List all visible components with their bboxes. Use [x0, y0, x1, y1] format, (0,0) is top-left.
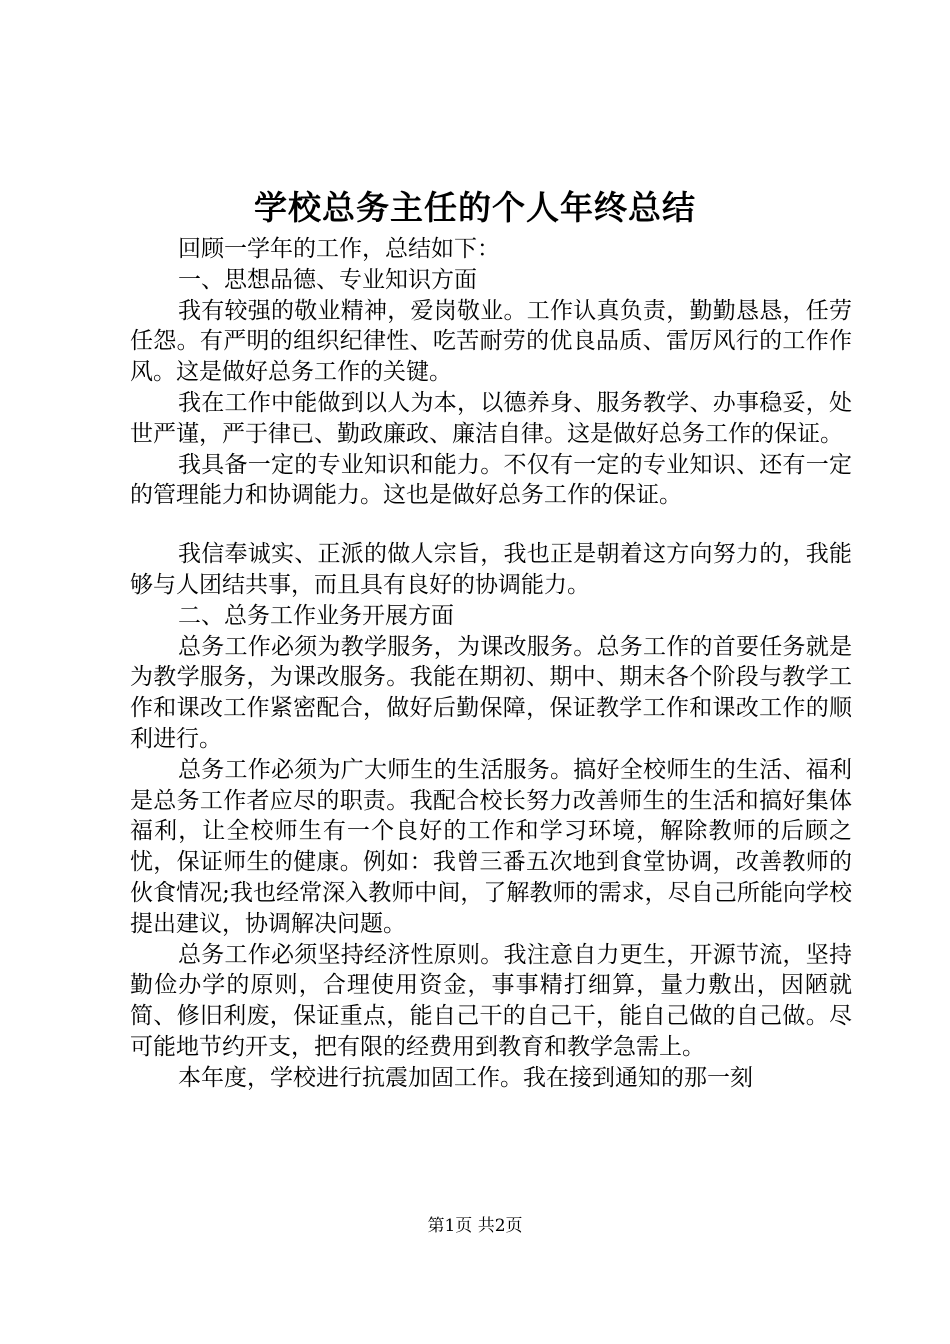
- page-number-footer: 第1页 共2页: [427, 1216, 523, 1236]
- document-title: 学校总务主任的个人年终总结: [254, 188, 696, 227]
- document-body: [130, 234, 852, 1094]
- paragraph-intro: 回顾一学年的工作，总结如下：: [178, 236, 500, 262]
- paragraph: 我在工作中能做到以人为本，以德养身、服务教学、办事稳妥，处世严谨，严于律已、勤政廉政、廉洁自律。这是做好总务工作的保证。: [130, 389, 852, 447]
- paragraph: 我信奉诚实、正派的做人宗旨，我也正是朝着这方向努力的，我能够与人团结共事，而且具有良好的协调能力。: [130, 541, 852, 598]
- paragraph: 总务工作必须坚持经济性原则。我注意自力更生，开源节流，坚持勤俭办学的原则，合理使用资金，事事精打细算，量力敷出，因陋就简、修旧利废，保证重点，能自己干的自己干，能自己做的自己做。尽可能地节约开支，把有限的经费用到教育和教学急需上。: [130, 941, 852, 1060]
- paragraph: 我具备一定的专业知识和能力。不仅有一定的专业知识、还有一定的管理能力和协调能力。这也是做好总务工作的保证。: [130, 451, 852, 509]
- paragraph: 总务工作必须为教学服务，为课改服务。总务工作的首要任务就是为教学服务，为课改服务。我能在期初、期中、期末各个阶段与教学工作和课改工作紧密配合，做好后勤保障，保证教学工作和课改工作的顺利进行。: [130, 633, 852, 752]
- paragraph: 我有较强的敬业精神，爱岗敬业。工作认真负责，勤勤恳恳，任劳任怨。有严明的组织纪律性、吃苦耐劳的优良品质、雷厉风行的工作作风。这是做好总务工作的关键。: [130, 297, 852, 386]
- section-heading-2: 二、总务工作业务开展方面: [178, 602, 454, 629]
- section-heading-1: 一、思想品德、专业知识方面: [178, 266, 477, 293]
- paragraph-continued: 本年度，学校进行抗震加固工作。我在接到通知的那一刻: [178, 1064, 753, 1091]
- paragraph: 总务工作必须为广大师生的生活服务。搞好全校师生的生活、福利是总务工作者应尽的职责。我配合校长努力改善师生的生活和搞好集体福利，让全校师生有一个良好的工作和学习环境，解除教师的后顾之忧，保证师生的健康。例如：我曾三番五次地到食堂协调，改善教师的伙食情况;我也经常深入教师中间，了解教师的需求，尽自己所能向学校提出建议，协调解决问题。: [130, 756, 852, 937]
